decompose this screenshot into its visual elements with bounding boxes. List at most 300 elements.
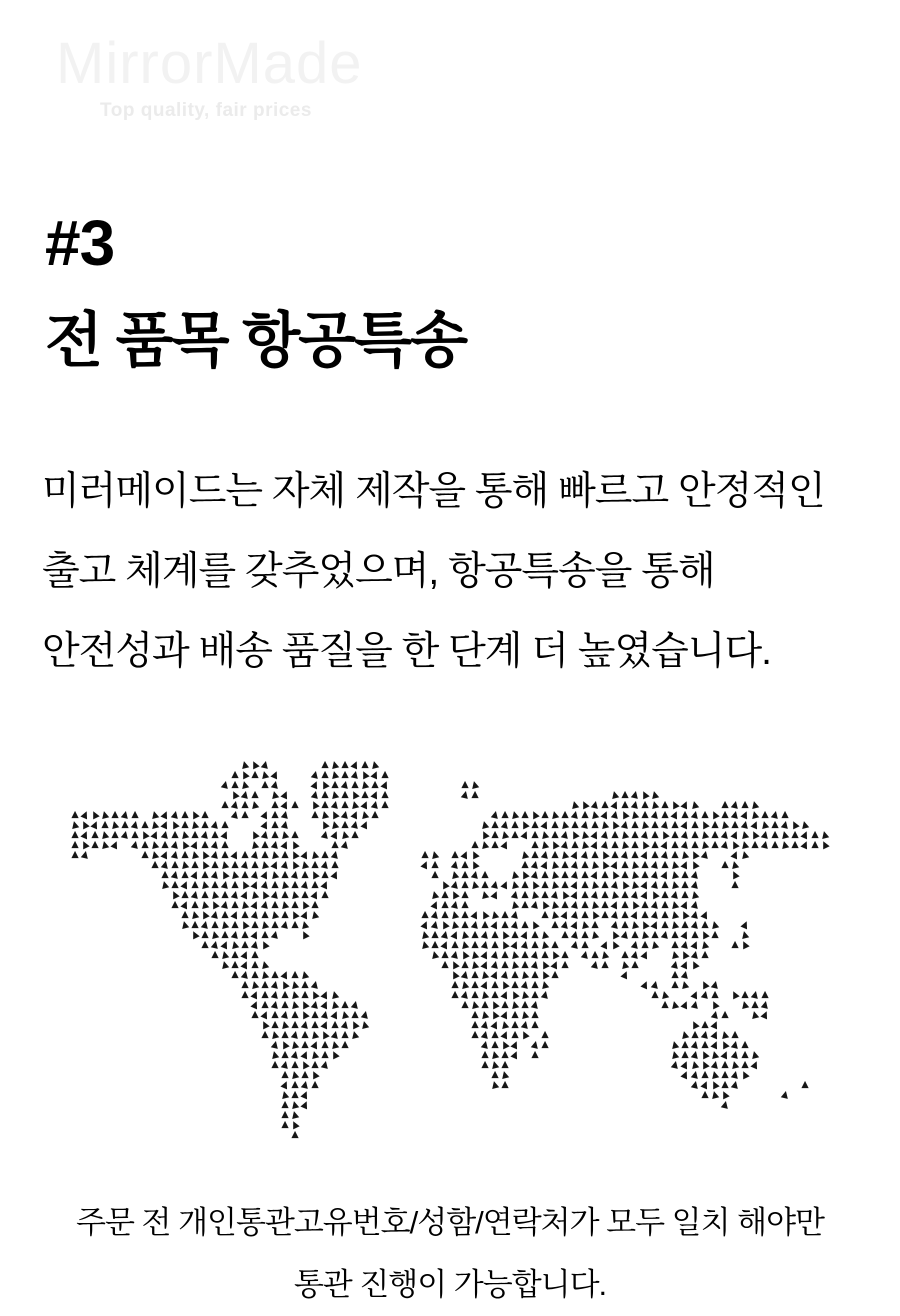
map-triangle-dot: ▲ xyxy=(480,838,490,851)
map-triangle-dot: ▲ xyxy=(781,809,789,820)
map-triangle-dot: ▲ xyxy=(511,1019,519,1030)
map-triangle-dot: ▲ xyxy=(91,839,99,850)
map-triangle-dot: ▲ xyxy=(621,859,629,870)
map-triangle-dot: ▲ xyxy=(191,879,199,890)
map-triangle-dot: ▲ xyxy=(541,1039,549,1050)
map-triangle-dot: ▲ xyxy=(711,839,719,850)
map-triangle-dot: ▲ xyxy=(699,1058,711,1072)
map-triangle-dot: ▲ xyxy=(500,1018,510,1031)
map-triangle-dot: ▲ xyxy=(359,768,371,782)
map-triangle-dot: ▲ xyxy=(241,909,249,920)
map-triangle-dot: ▲ xyxy=(310,1048,320,1061)
map-triangle-dot: ▲ xyxy=(300,878,310,891)
map-triangle-dot: ▲ xyxy=(469,858,481,872)
map-triangle-dot: ▲ xyxy=(811,839,819,850)
map-triangle-dot: ▲ xyxy=(371,779,379,790)
map-triangle-dot: ▲ xyxy=(199,858,211,872)
map-triangle-dot: ▲ xyxy=(539,958,551,972)
map-triangle-dot: ▲ xyxy=(631,819,639,830)
map-triangle-dot: ▲ xyxy=(690,868,700,881)
map-triangle-dot: ▲ xyxy=(501,959,509,970)
map-triangle-dot: ▲ xyxy=(291,1089,299,1100)
map-triangle-dot: ▲ xyxy=(150,808,160,821)
map-triangle-dot: ▲ xyxy=(531,819,539,830)
map-triangle-dot: ▲ xyxy=(120,828,130,841)
map-triangle-dot: ▲ xyxy=(349,788,361,802)
map-triangle-dot: ▲ xyxy=(261,929,269,940)
map-triangle-dot: ▲ xyxy=(281,1069,289,1080)
map-triangle-dot: ▲ xyxy=(321,869,329,880)
map-triangle-dot: ▲ xyxy=(690,898,700,911)
map-triangle-dot: ▲ xyxy=(169,888,181,902)
map-triangle-dot: ▲ xyxy=(680,848,690,861)
map-triangle-dot: ▲ xyxy=(369,768,381,782)
map-triangle-dot: ▲ xyxy=(560,818,570,831)
map-triangle-dot: ▲ xyxy=(741,1059,749,1070)
map-triangle-dot: ▲ xyxy=(501,809,509,820)
map-triangle-dot: ▲ xyxy=(480,928,490,941)
map-triangle-dot: ▲ xyxy=(219,868,231,882)
map-triangle-dot: ▲ xyxy=(511,1009,519,1020)
map-triangle-dot: ▲ xyxy=(231,899,239,910)
map-triangle-dot: ▲ xyxy=(221,929,229,940)
map-triangle-dot: ▲ xyxy=(789,818,801,832)
map-triangle-dot: ▲ xyxy=(709,808,721,822)
map-triangle-dot: ▲ xyxy=(240,778,250,791)
map-triangle-dot: ▲ xyxy=(161,869,169,880)
map-triangle-dot: ▲ xyxy=(231,969,239,980)
map-triangle-dot: ▲ xyxy=(341,999,349,1010)
map-triangle-dot: ▲ xyxy=(191,829,199,840)
map-triangle-dot: ▲ xyxy=(309,798,321,812)
map-triangle-dot: ▲ xyxy=(721,809,729,820)
map-triangle-dot: ▲ xyxy=(620,818,630,831)
map-triangle-dot: ▲ xyxy=(299,928,311,942)
map-triangle-dot: ▲ xyxy=(621,949,629,960)
map-triangle-dot: ▲ xyxy=(511,829,519,840)
map-triangle-dot: ▲ xyxy=(721,859,729,870)
map-triangle-dot: ▲ xyxy=(499,938,511,952)
map-triangle-dot: ▲ xyxy=(480,1008,490,1021)
map-triangle-dot: ▲ xyxy=(569,848,581,862)
map-triangle-dot: ▲ xyxy=(569,878,581,892)
map-triangle-dot: ▲ xyxy=(100,828,110,841)
map-triangle-dot: ▲ xyxy=(149,828,161,842)
map-triangle-dot: ▲ xyxy=(510,808,520,821)
map-triangle-dot: ▲ xyxy=(271,799,279,810)
map-triangle-dot: ▲ xyxy=(529,808,541,822)
map-triangle-dot: ▲ xyxy=(201,889,209,900)
map-triangle-dot: ▲ xyxy=(451,989,459,1000)
map-triangle-dot: ▲ xyxy=(480,888,490,901)
map-triangle-dot: ▲ xyxy=(649,918,661,932)
map-triangle-dot: ▲ xyxy=(291,879,299,890)
map-triangle-dot: ▲ xyxy=(690,888,700,901)
map-triangle-dot: ▲ xyxy=(669,808,681,822)
map-triangle-dot: ▲ xyxy=(549,948,561,962)
map-triangle-dot: ▲ xyxy=(340,1008,350,1021)
map-triangle-dot: ▲ xyxy=(450,878,460,891)
map-triangle-dot: ▲ xyxy=(590,808,600,821)
map-triangle-dot: ▲ xyxy=(211,829,219,840)
map-triangle-dot: ▲ xyxy=(170,808,180,821)
map-triangle-dot: ▲ xyxy=(79,818,91,832)
map-triangle-dot: ▲ xyxy=(590,858,600,871)
map-triangle-dot: ▲ xyxy=(299,908,311,922)
map-triangle-dot: ▲ xyxy=(709,1038,721,1052)
map-triangle-dot: ▲ xyxy=(489,998,501,1012)
map-triangle-dot: ▲ xyxy=(630,858,640,871)
map-triangle-dot: ▲ xyxy=(679,948,691,962)
map-triangle-dot: ▲ xyxy=(269,858,281,872)
map-triangle-dot: ▲ xyxy=(299,1008,311,1022)
map-triangle-dot: ▲ xyxy=(190,908,200,921)
map-triangle-dot: ▲ xyxy=(299,898,311,912)
map-triangle-dot: ▲ xyxy=(530,998,540,1011)
map-triangle-dot: ▲ xyxy=(461,869,469,880)
map-triangle-dot: ▲ xyxy=(319,778,331,792)
map-triangle-dot: ▲ xyxy=(309,1068,321,1082)
map-triangle-dot: ▲ xyxy=(431,859,439,870)
map-triangle-dot: ▲ xyxy=(260,758,270,771)
map-triangle-dot: ▲ xyxy=(270,928,280,941)
map-triangle-dot: ▲ xyxy=(439,938,451,952)
map-triangle-dot: ▲ xyxy=(229,908,241,922)
map-triangle-dot: ▲ xyxy=(771,829,779,840)
map-triangle-dot: ▲ xyxy=(529,918,541,932)
map-triangle-dot: ▲ xyxy=(539,968,551,982)
map-triangle-dot: ▲ xyxy=(430,908,440,921)
map-triangle-dot: ▲ xyxy=(340,808,350,821)
map-triangle-dot: ▲ xyxy=(621,899,629,910)
map-triangle-dot: ▲ xyxy=(329,808,341,822)
map-triangle-dot: ▲ xyxy=(539,898,551,912)
map-triangle-dot: ▲ xyxy=(599,848,611,862)
map-triangle-dot: ▲ xyxy=(471,1009,479,1020)
map-triangle-dot: ▲ xyxy=(319,988,331,1002)
map-triangle-dot: ▲ xyxy=(520,938,530,951)
map-triangle-dot: ▲ xyxy=(519,828,531,842)
map-triangle-dot: ▲ xyxy=(510,878,520,891)
map-triangle-dot: ▲ xyxy=(241,809,249,820)
map-triangle-dot: ▲ xyxy=(450,948,460,961)
map-triangle-dot: ▲ xyxy=(279,788,291,802)
map-triangle-dot: ▲ xyxy=(270,1048,280,1061)
map-triangle-dot: ▲ xyxy=(490,948,500,961)
map-triangle-dot: ▲ xyxy=(690,918,700,931)
map-triangle-dot: ▲ xyxy=(510,998,520,1011)
map-triangle-dot: ▲ xyxy=(711,829,719,840)
map-triangle-dot: ▲ xyxy=(661,859,669,870)
map-triangle-dot: ▲ xyxy=(679,798,691,812)
map-triangle-dot: ▲ xyxy=(251,769,259,780)
map-triangle-dot: ▲ xyxy=(701,1069,709,1080)
map-triangle-dot: ▲ xyxy=(310,908,320,921)
map-triangle-dot: ▲ xyxy=(500,1068,510,1081)
map-triangle-dot: ▲ xyxy=(330,798,340,811)
map-triangle-dot: ▲ xyxy=(451,849,459,860)
map-triangle-dot: ▲ xyxy=(290,1048,300,1061)
map-triangle-dot: ▲ xyxy=(691,829,699,840)
map-triangle-dot: ▲ xyxy=(309,1038,321,1052)
map-triangle-dot: ▲ xyxy=(771,839,779,850)
map-triangle-dot: ▲ xyxy=(461,779,469,790)
map-triangle-dot: ▲ xyxy=(600,828,610,841)
map-triangle-dot: ▲ xyxy=(569,888,581,902)
map-triangle-dot: ▲ xyxy=(101,819,109,830)
map-triangle-dot: ▲ xyxy=(581,869,589,880)
map-triangle-dot: ▲ xyxy=(270,778,280,791)
map-triangle-dot: ▲ xyxy=(730,1078,740,1091)
map-triangle-dot: ▲ xyxy=(581,939,589,950)
map-triangle-dot: ▲ xyxy=(450,918,460,931)
map-triangle-dot: ▲ xyxy=(531,929,539,940)
map-triangle-dot: ▲ xyxy=(750,988,760,1001)
map-triangle-dot: ▲ xyxy=(371,809,379,820)
map-triangle-dot: ▲ xyxy=(320,858,330,871)
map-triangle-dot: ▲ xyxy=(461,909,469,920)
map-triangle-dot: ▲ xyxy=(670,858,680,871)
map-triangle-dot: ▲ xyxy=(251,919,259,930)
map-triangle-dot: ▲ xyxy=(661,799,669,810)
map-triangle-dot: ▲ xyxy=(540,938,550,951)
map-triangle-dot: ▲ xyxy=(711,819,719,830)
map-triangle-dot: ▲ xyxy=(280,898,290,911)
map-triangle-dot: ▲ xyxy=(780,818,790,831)
map-triangle-dot: ▲ xyxy=(270,1038,280,1051)
map-triangle-dot: ▲ xyxy=(719,1048,731,1062)
map-triangle-dot: ▲ xyxy=(631,839,639,850)
customs-notice xyxy=(0,1192,900,1316)
map-triangle-dot: ▲ xyxy=(601,879,609,890)
map-triangle-dot: ▲ xyxy=(641,899,649,910)
map-triangle-dot: ▲ xyxy=(521,919,529,930)
map-triangle-dot: ▲ xyxy=(270,988,280,1001)
map-triangle-dot: ▲ xyxy=(241,939,249,950)
map-triangle-dot: ▲ xyxy=(670,1038,680,1051)
map-triangle-dot: ▲ xyxy=(220,898,230,911)
map-triangle-dot: ▲ xyxy=(210,848,220,861)
map-triangle-dot: ▲ xyxy=(171,899,179,910)
map-triangle-dot: ▲ xyxy=(111,809,119,820)
map-triangle-dot: ▲ xyxy=(181,909,189,920)
map-triangle-dot: ▲ xyxy=(291,829,299,840)
map-triangle-dot: ▲ xyxy=(281,1049,289,1060)
map-triangle-dot: ▲ xyxy=(531,849,539,860)
map-triangle-dot: ▲ xyxy=(590,898,600,911)
map-triangle-dot: ▲ xyxy=(550,908,560,921)
map-triangle-dot: ▲ xyxy=(430,888,440,901)
map-triangle-dot: ▲ xyxy=(200,918,210,931)
map-triangle-dot: ▲ xyxy=(550,858,560,871)
map-triangle-dot: ▲ xyxy=(721,1079,729,1090)
map-triangle-dot: ▲ xyxy=(281,869,289,880)
map-triangle-dot: ▲ xyxy=(259,1008,271,1022)
map-triangle-dot: ▲ xyxy=(449,958,461,972)
map-triangle-dot: ▲ xyxy=(280,878,290,891)
map-triangle-dot: ▲ xyxy=(270,888,280,901)
map-triangle-dot: ▲ xyxy=(450,868,460,881)
map-triangle-dot: ▲ xyxy=(719,1088,731,1102)
map-triangle-dot: ▲ xyxy=(619,968,631,982)
map-triangle-dot: ▲ xyxy=(270,908,280,921)
map-triangle-dot: ▲ xyxy=(281,1099,289,1110)
map-triangle-dot: ▲ xyxy=(249,898,261,912)
map-triangle-dot: ▲ xyxy=(131,829,139,840)
map-triangle-dot: ▲ xyxy=(110,818,120,831)
section-number: #3 xyxy=(45,207,115,279)
map-triangle-dot: ▲ xyxy=(169,818,181,832)
map-triangle-dot: ▲ xyxy=(291,1059,299,1070)
map-triangle-dot: ▲ xyxy=(319,998,331,1012)
map-triangle-dot: ▲ xyxy=(689,848,701,862)
map-triangle-dot: ▲ xyxy=(680,968,690,981)
map-triangle-dot: ▲ xyxy=(490,958,500,971)
map-triangle-dot: ▲ xyxy=(281,909,289,920)
map-triangle-dot: ▲ xyxy=(521,809,529,820)
map-triangle-dot: ▲ xyxy=(291,919,299,930)
map-triangle-dot: ▲ xyxy=(421,849,429,860)
map-triangle-dot: ▲ xyxy=(271,819,279,830)
map-triangle-dot: ▲ xyxy=(620,848,630,861)
map-triangle-dot: ▲ xyxy=(170,848,180,861)
map-triangle-dot: ▲ xyxy=(501,919,509,930)
map-triangle-dot: ▲ xyxy=(481,999,489,1010)
map-triangle-dot: ▲ xyxy=(441,959,449,970)
map-triangle-dot: ▲ xyxy=(751,839,759,850)
map-triangle-dot: ▲ xyxy=(490,1048,500,1061)
map-triangle-dot: ▲ xyxy=(359,818,371,832)
map-triangle-dot: ▲ xyxy=(580,818,590,831)
map-triangle-dot: ▲ xyxy=(621,919,629,930)
map-triangle-dot: ▲ xyxy=(569,828,581,842)
map-triangle-dot: ▲ xyxy=(350,818,360,831)
map-triangle-dot: ▲ xyxy=(351,1009,359,1020)
map-triangle-dot: ▲ xyxy=(659,828,671,842)
map-triangle-dot: ▲ xyxy=(699,1048,711,1062)
map-triangle-dot: ▲ xyxy=(631,929,639,940)
map-triangle-dot: ▲ xyxy=(471,1029,479,1040)
map-triangle-dot: ▲ xyxy=(260,858,270,871)
map-triangle-dot: ▲ xyxy=(460,928,470,941)
map-triangle-dot: ▲ xyxy=(551,819,559,830)
map-triangle-dot: ▲ xyxy=(150,818,160,831)
map-triangle-dot: ▲ xyxy=(711,929,719,940)
map-triangle-dot: ▲ xyxy=(519,868,531,882)
map-triangle-dot: ▲ xyxy=(290,868,300,881)
map-triangle-dot: ▲ xyxy=(540,978,550,991)
map-triangle-dot: ▲ xyxy=(710,978,720,991)
map-triangle-dot: ▲ xyxy=(491,819,499,830)
map-triangle-dot: ▲ xyxy=(699,928,711,942)
map-triangle-dot: ▲ xyxy=(681,919,689,930)
map-triangle-dot: ▲ xyxy=(141,849,149,860)
map-triangle-dot: ▲ xyxy=(179,878,191,892)
map-triangle-dot: ▲ xyxy=(561,859,569,870)
map-triangle-dot: ▲ xyxy=(659,868,671,882)
map-triangle-dot: ▲ xyxy=(481,919,489,930)
map-triangle-dot: ▲ xyxy=(330,988,340,1001)
map-triangle-dot: ▲ xyxy=(721,1059,729,1070)
map-triangle-dot: ▲ xyxy=(550,808,560,821)
map-triangle-dot: ▲ xyxy=(561,869,569,880)
map-triangle-dot: ▲ xyxy=(289,848,301,862)
map-triangle-dot: ▲ xyxy=(811,829,819,840)
map-triangle-dot: ▲ xyxy=(280,1008,290,1021)
map-triangle-dot: ▲ xyxy=(691,929,699,940)
map-triangle-dot: ▲ xyxy=(610,888,620,901)
map-triangle-dot: ▲ xyxy=(750,1008,760,1021)
map-triangle-dot: ▲ xyxy=(729,868,741,882)
map-triangle-dot: ▲ xyxy=(561,809,569,820)
map-triangle-dot: ▲ xyxy=(461,889,469,900)
map-triangle-dot: ▲ xyxy=(300,918,310,931)
map-triangle-dot: ▲ xyxy=(329,1048,341,1062)
map-triangle-dot: ▲ xyxy=(650,978,660,991)
map-triangle-dot: ▲ xyxy=(479,828,491,842)
map-triangle-dot: ▲ xyxy=(260,898,270,911)
map-triangle-dot: ▲ xyxy=(321,1049,329,1060)
map-triangle-dot: ▲ xyxy=(541,879,549,890)
map-triangle-dot: ▲ xyxy=(251,1009,259,1020)
map-triangle-dot: ▲ xyxy=(740,998,750,1011)
map-triangle-dot: ▲ xyxy=(279,978,291,992)
map-triangle-dot: ▲ xyxy=(679,818,691,832)
map-triangle-dot: ▲ xyxy=(689,988,701,1002)
map-triangle-dot: ▲ xyxy=(730,1058,740,1071)
map-triangle-dot: ▲ xyxy=(511,819,519,830)
map-triangle-dot: ▲ xyxy=(71,809,79,820)
map-triangle-dot: ▲ xyxy=(89,808,101,822)
map-triangle-dot: ▲ xyxy=(331,1019,339,1030)
map-triangle-dot: ▲ xyxy=(141,839,149,850)
map-triangle-dot: ▲ xyxy=(581,899,589,910)
map-triangle-dot: ▲ xyxy=(741,1049,749,1060)
map-triangle-dot: ▲ xyxy=(271,879,279,890)
map-triangle-dot: ▲ xyxy=(289,858,301,872)
map-triangle-dot: ▲ xyxy=(279,968,291,982)
map-triangle-dot: ▲ xyxy=(221,849,229,860)
map-triangle-dot: ▲ xyxy=(360,808,370,821)
map-triangle-dot: ▲ xyxy=(471,789,479,800)
map-triangle-dot: ▲ xyxy=(599,938,611,952)
map-triangle-dot: ▲ xyxy=(670,998,680,1011)
map-triangle-dot: ▲ xyxy=(461,899,469,910)
map-triangle-dot: ▲ xyxy=(630,808,640,821)
map-triangle-dot: ▲ xyxy=(721,799,729,810)
map-triangle-dot: ▲ xyxy=(471,979,479,990)
map-triangle-dot: ▲ xyxy=(530,948,540,961)
map-triangle-dot: ▲ xyxy=(191,899,199,910)
map-triangle-dot: ▲ xyxy=(620,838,630,851)
map-triangle-dot: ▲ xyxy=(220,858,230,871)
map-triangle-dot: ▲ xyxy=(160,858,170,871)
map-triangle-dot: ▲ xyxy=(631,959,639,970)
map-triangle-dot: ▲ xyxy=(231,779,239,790)
map-triangle-dot: ▲ xyxy=(499,988,511,1002)
map-triangle-dot: ▲ xyxy=(581,879,589,890)
map-triangle-dot: ▲ xyxy=(599,808,611,822)
map-triangle-dot: ▲ xyxy=(250,798,260,811)
map-triangle-dot: ▲ xyxy=(329,828,341,842)
map-triangle-dot: ▲ xyxy=(690,1038,700,1051)
map-triangle-dot: ▲ xyxy=(239,878,251,892)
map-triangle-dot: ▲ xyxy=(460,788,470,801)
map-triangle-dot: ▲ xyxy=(310,998,320,1011)
map-triangle-dot: ▲ xyxy=(471,839,479,850)
map-triangle-dot: ▲ xyxy=(690,1078,700,1091)
map-triangle-dot: ▲ xyxy=(531,939,539,950)
